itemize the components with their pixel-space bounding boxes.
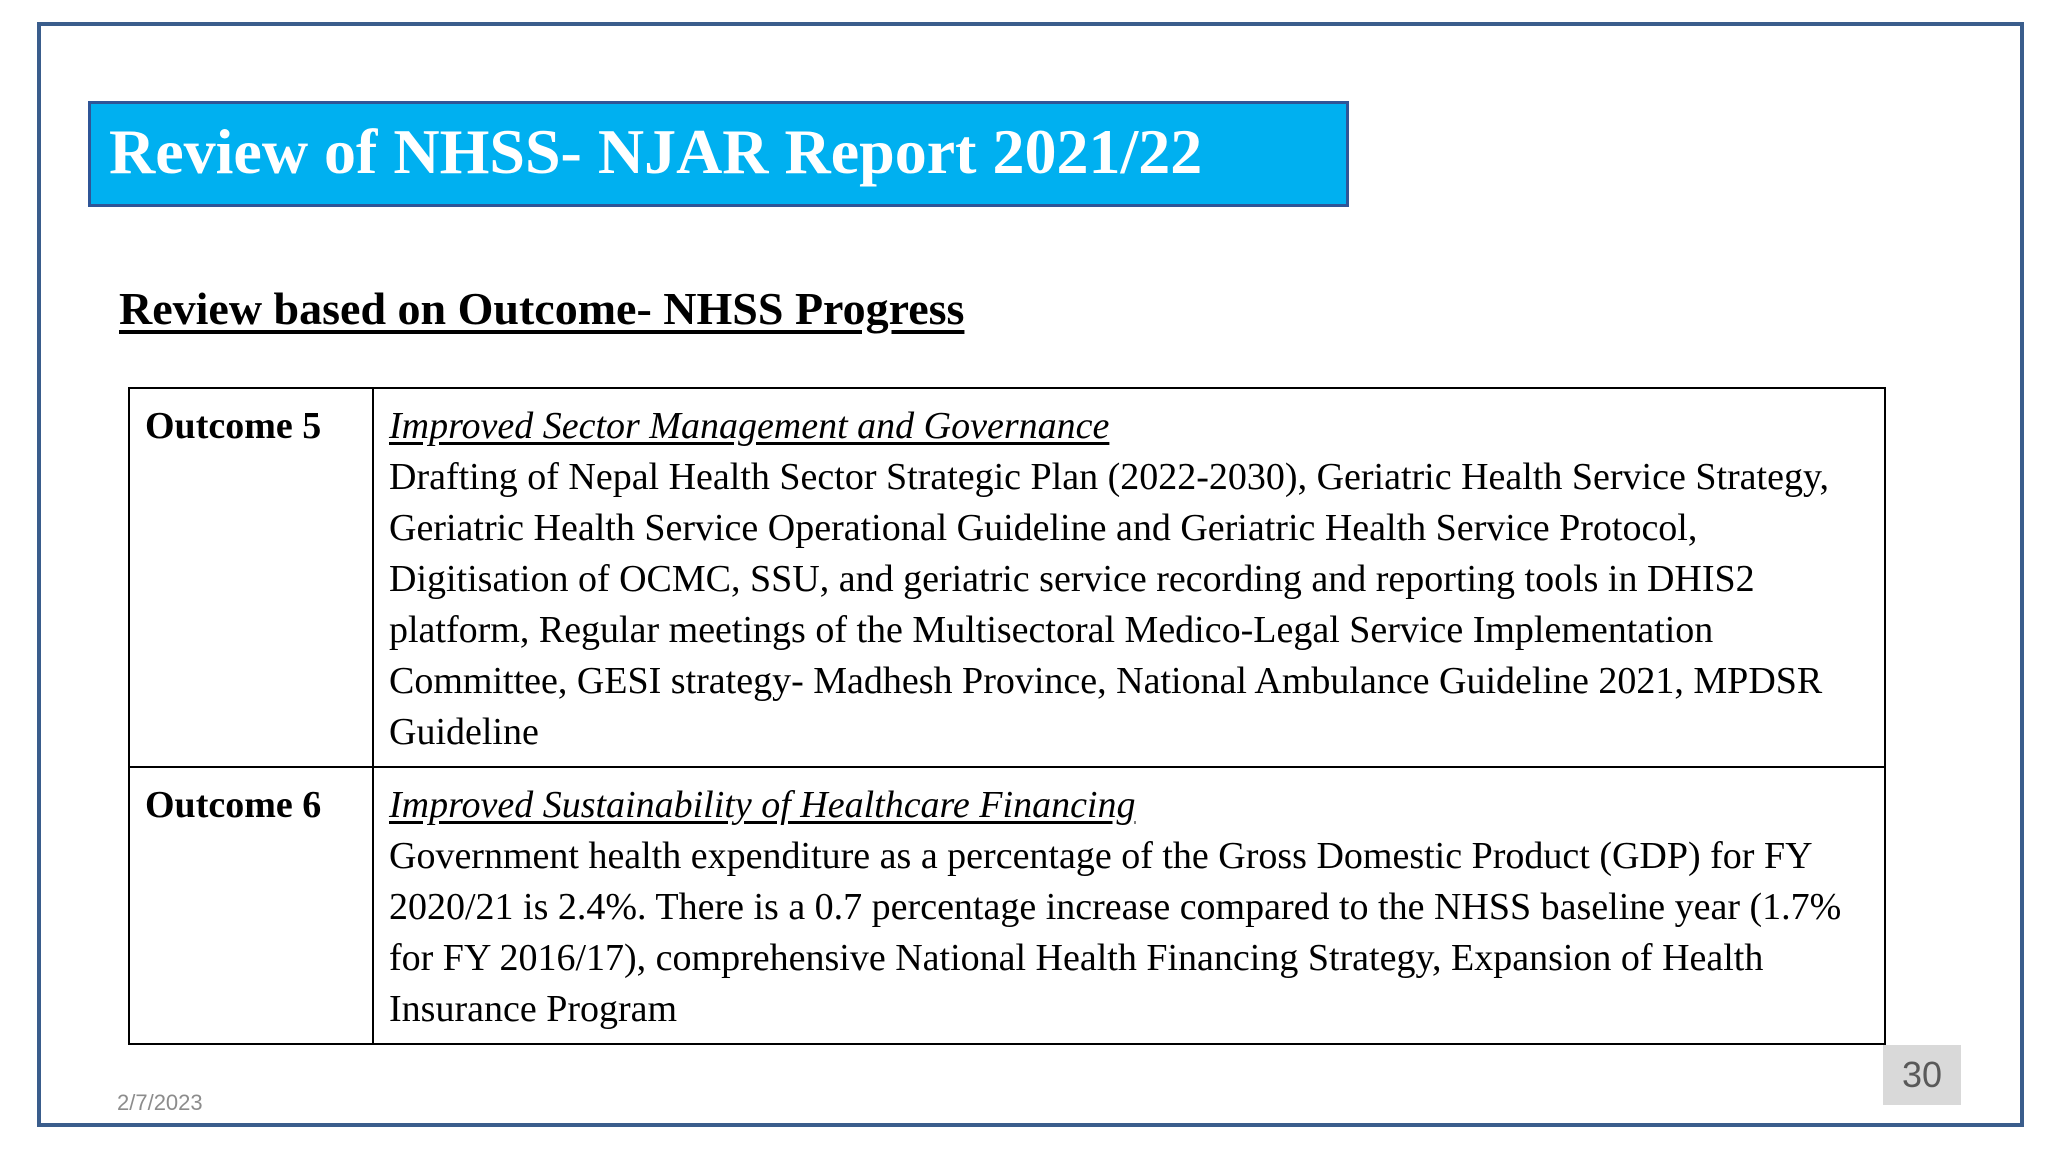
title-banner — [88, 101, 1349, 207]
table-row — [129, 388, 1885, 767]
section-subtitle: Review based on Outcome- NHSS Progress — [119, 283, 965, 334]
page-number: 30 — [1883, 1045, 1961, 1105]
outcome-body: Government health expenditure as a percentage of the Gross Domestic Product (GDP) for FY 2020/21 is 2.4%. There is a 0.7 percentage increase compared to the NHSS baseline year (1.7% for FY 2016/17), comprehensive National Health Financing Strategy, Expansion of Health Insurance Program — [389, 835, 1842, 1030]
outcome-label: Outcome 5 — [129, 388, 373, 767]
slide-date: 2/7/2023 — [117, 1090, 203, 1115]
outcome-heading: Improved Sector Management and Governance — [389, 405, 1110, 447]
outcomes-table — [128, 387, 1886, 1045]
table-row — [129, 767, 1885, 1044]
outcome-label: Outcome 6 — [129, 767, 373, 1044]
outcome-content — [373, 767, 1885, 1044]
outcome-heading: Improved Sustainability of Healthcare Financing — [389, 784, 1136, 826]
slide-title: Review of NHSS- NJAR Report 2021/22 — [109, 116, 1203, 187]
outcome-content — [373, 388, 1885, 767]
outcome-body: Drafting of Nepal Health Sector Strategic Plan (2022-2030), Geriatric Health Service Strategy, Geriatric Health Service Operational Guideline and Geriatric Health Service Protocol, Digitisation of OCMC, SSU, and geriatric service recording and reporting tools in DHIS2 platform, Regular meetings of the Multisectoral Medico-Legal Service Implementation Committee, GESI strategy- Madhesh Province, National Ambulance Guideline 2021, MPDSR Guideline — [389, 456, 1829, 753]
